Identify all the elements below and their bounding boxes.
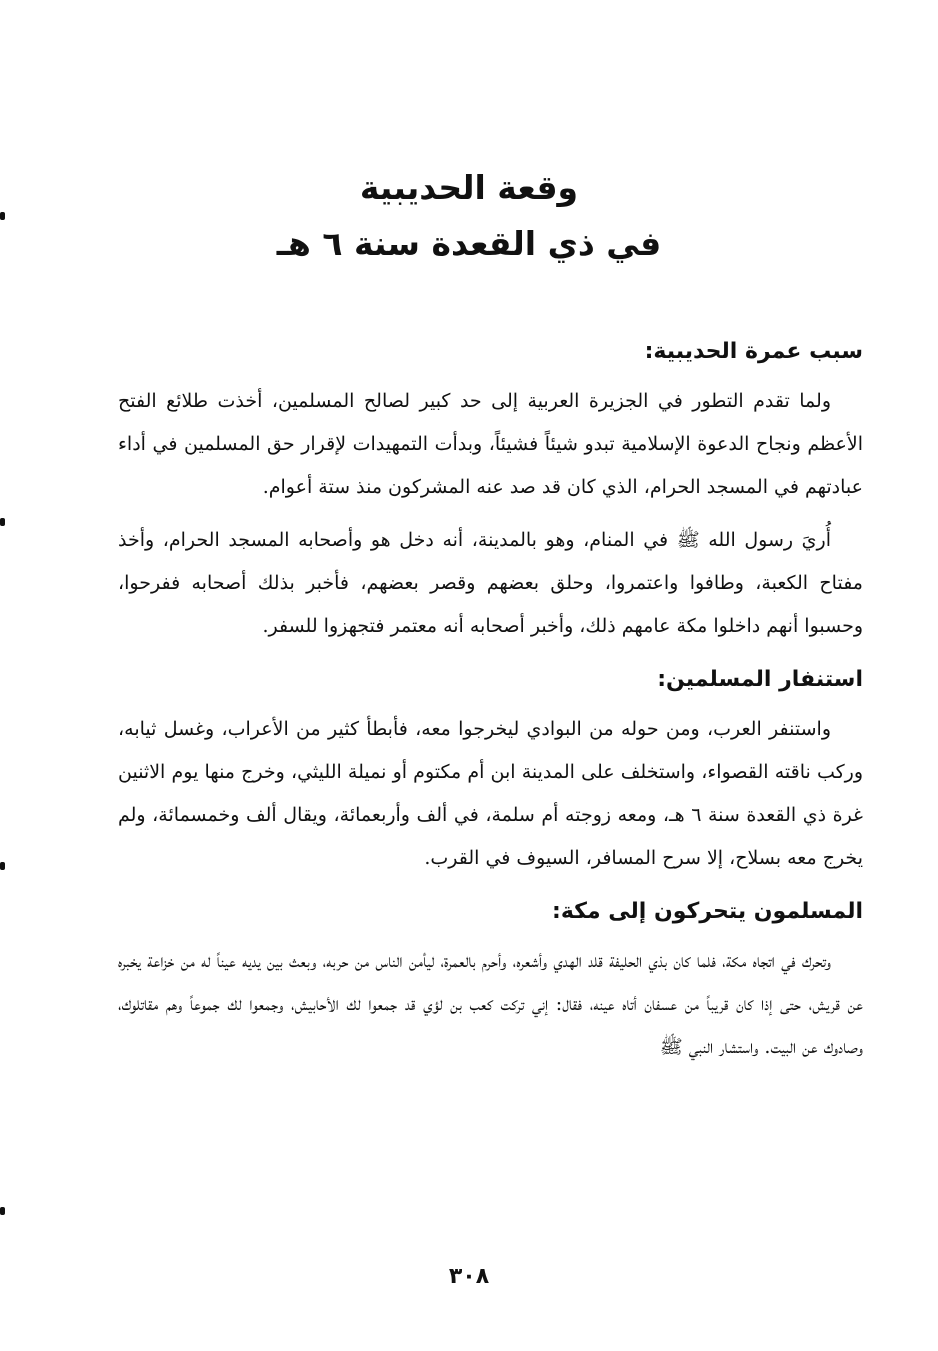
paragraph: ولما تقدم التطور في الجزيرة العربية إلى حد كبير لصالح المسلمين، أخذت طلائع الفتح الأعظم ونجاح الدعوة الإسلامية تبدو شيئاً فشيئاً، وبدأت التمهيدات لإقرار حق المسلمين في أداء عبادتهم في المسجد الحرام، الذي كان قد صد عنه المشركون منذ ستة أعوام.: [118, 390, 863, 498]
paragraph: وتحرك في اتجاه مكة، فلما كان بذي الحليفة قلد الهدي وأشعره، وأحرم بالعمرة، ليأمن الناس من حربه، وبعث بين يديه عيناً له من خزاعة يخبره عن قريش، حتى إذا كان قريباً من عسفان أتاه عينه، فقال: إني تركت كعب بن لؤي قد جمعوا لك الأحابيش، وجمعوا لك جموعاً وهم مقاتلوك، وصادوك عن البيت. واستشار النبي ﷺ: [118, 950, 863, 1058]
scan-mark: [0, 212, 5, 220]
section-heading: المسلمون يتحركون إلى مكة:: [552, 899, 863, 924]
scan-mark: [0, 1207, 5, 1215]
section-heading: استنفار المسلمين:: [657, 667, 863, 692]
paragraph: واستنفر العرب، ومن حوله من البوادي ليخرجوا معه، فأبطأ كثير من الأعراب، وغسل ثيابه، وركب ناقته القصواء، واستخلف على المدينة ابن أم مكتوم أو نميلة الليثي، وخرج منها يوم الاثنين غرة ذي القعدة سنة ٦ هـ، ومعه زوجته أم سلمة، في ألف وأربعمائة، ويقال ألف وخمسمائة، ولم يخرج معه بسلاح، إلا سرح المسافر، السيوف في القرب.: [118, 718, 863, 869]
chapter-title: وقعة الحديبية: [359, 168, 579, 207]
section-march-to-mecca: [118, 890, 863, 1069]
section-heading: سبب عمرة الحديبية:: [644, 339, 863, 364]
page-number: ٣٠٨: [448, 1264, 490, 1289]
scan-mark: [0, 862, 5, 870]
chapter-subtitle: في ذي القعدة سنة ٦ هـ: [276, 224, 662, 263]
paragraph: أُريَ رسول الله ﷺ في المنام، وهو بالمدينة، أنه دخل هو وأصحابه المسجد الحرام، وأخذ مفتاح الكعبة، وطافوا واعتمروا، وحلق بعضهم وقصر بعضهم، فأخبر بذلك أصحابه ففرحوا، وحسبوا أنهم داخلوا مكة عامهم ذلك، وأخبر أصحابه أنه معتمر فتجهزوا للسفر.: [118, 529, 863, 637]
chapter-title-block: [0, 160, 938, 272]
scan-mark: [0, 518, 5, 526]
section-mobilization: [118, 658, 863, 880]
section-umrah-reason: [118, 330, 863, 648]
page-body: [118, 330, 863, 1079]
